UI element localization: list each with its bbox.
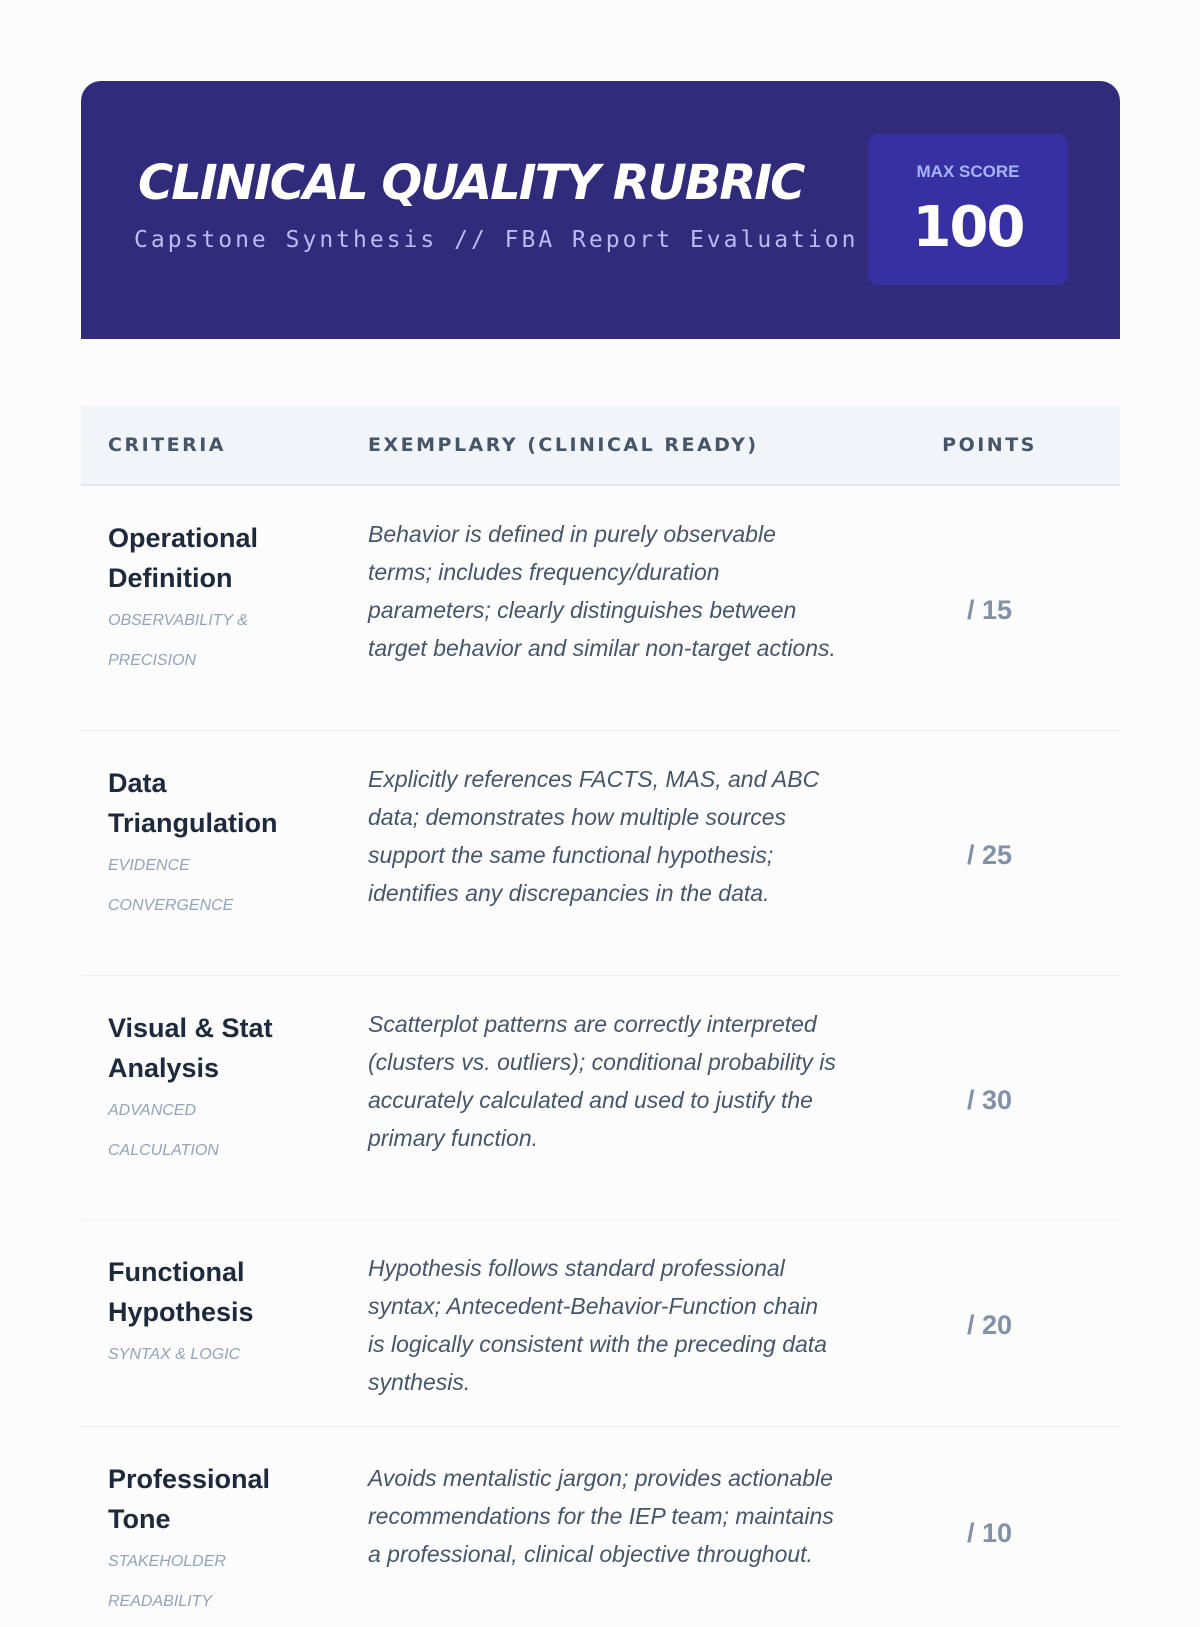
criteria-description: Avoids mentalistic jargon; provides actionable recommendations for the IEP team; maintains a professional, clinical objective throughout. — [368, 1465, 834, 1567]
criteria-cell — [108, 518, 328, 681]
criteria-name: Operational Definition — [108, 523, 259, 593]
max-score-label: MAX SCORE — [916, 162, 1020, 181]
criteria-cell — [108, 1252, 328, 1375]
criteria-subtitle: SYNTAX & LOGIC — [108, 1346, 241, 1363]
criteria-points: / 25 — [966, 840, 1013, 870]
max-score-value: 100 — [912, 195, 1024, 260]
criteria-description: Explicitly references FACTS, MAS, and ABC data; demonstrates how multiple sources support the same functional hypothesis; identifies any discrepancies in the data. — [368, 766, 820, 906]
criteria-description: Scatterplot patterns are correctly interpreted (clusters vs. outliers); conditional probability is accurately calculated and used to justify the primary function. — [368, 1011, 836, 1151]
criteria-points: / 30 — [966, 1085, 1013, 1115]
table-row — [81, 731, 1120, 976]
criteria-subtitle: ADVANCED CALCULATION — [108, 1102, 219, 1159]
column-header-criteria: CRITERIA — [108, 434, 226, 456]
column-header-points: POINTS — [942, 434, 1037, 456]
criteria-points: / 15 — [966, 595, 1013, 625]
table-row — [81, 976, 1120, 1220]
max-score-badge — [868, 134, 1068, 285]
table-row — [81, 486, 1120, 731]
criteria-subtitle: EVIDENCE CONVERGENCE — [108, 857, 234, 914]
page-subtitle: Capstone Synthesis // FBA Report Evaluation — [134, 227, 859, 253]
table-row — [81, 1220, 1120, 1427]
criteria-name: Data Triangulation — [108, 768, 278, 838]
criteria-name: Professional Tone — [108, 1464, 271, 1534]
page-title: CLINICAL QUALITY RUBRIC — [138, 155, 804, 211]
criteria-subtitle: STAKEHOLDER READABILITY — [108, 1553, 226, 1610]
table-row — [81, 1427, 1120, 1627]
rubric-header — [81, 81, 1120, 339]
criteria-description: Behavior is defined in purely observable terms; includes frequency/duration parameters; clearly distinguishes between target behavior and similar non-target actions. — [368, 521, 836, 661]
column-header-exemplary: EXEMPLARY (CLINICAL READY) — [368, 434, 759, 456]
criteria-name: Functional Hypothesis — [108, 1257, 254, 1327]
criteria-description: Hypothesis follows standard professional syntax; Antecedent-Behavior-Function chain is logically consistent with the preceding data synthesis. — [368, 1255, 827, 1395]
criteria-points: / 20 — [966, 1310, 1013, 1340]
rubric-table — [81, 406, 1120, 1627]
criteria-name: Visual & Stat Analysis — [108, 1013, 273, 1083]
criteria-points: / 10 — [966, 1518, 1013, 1548]
criteria-subtitle: OBSERVABILITY & PRECISION — [108, 612, 248, 669]
table-header-row — [81, 406, 1120, 486]
criteria-cell — [108, 1008, 328, 1171]
criteria-cell — [108, 763, 328, 926]
criteria-cell — [108, 1459, 328, 1622]
